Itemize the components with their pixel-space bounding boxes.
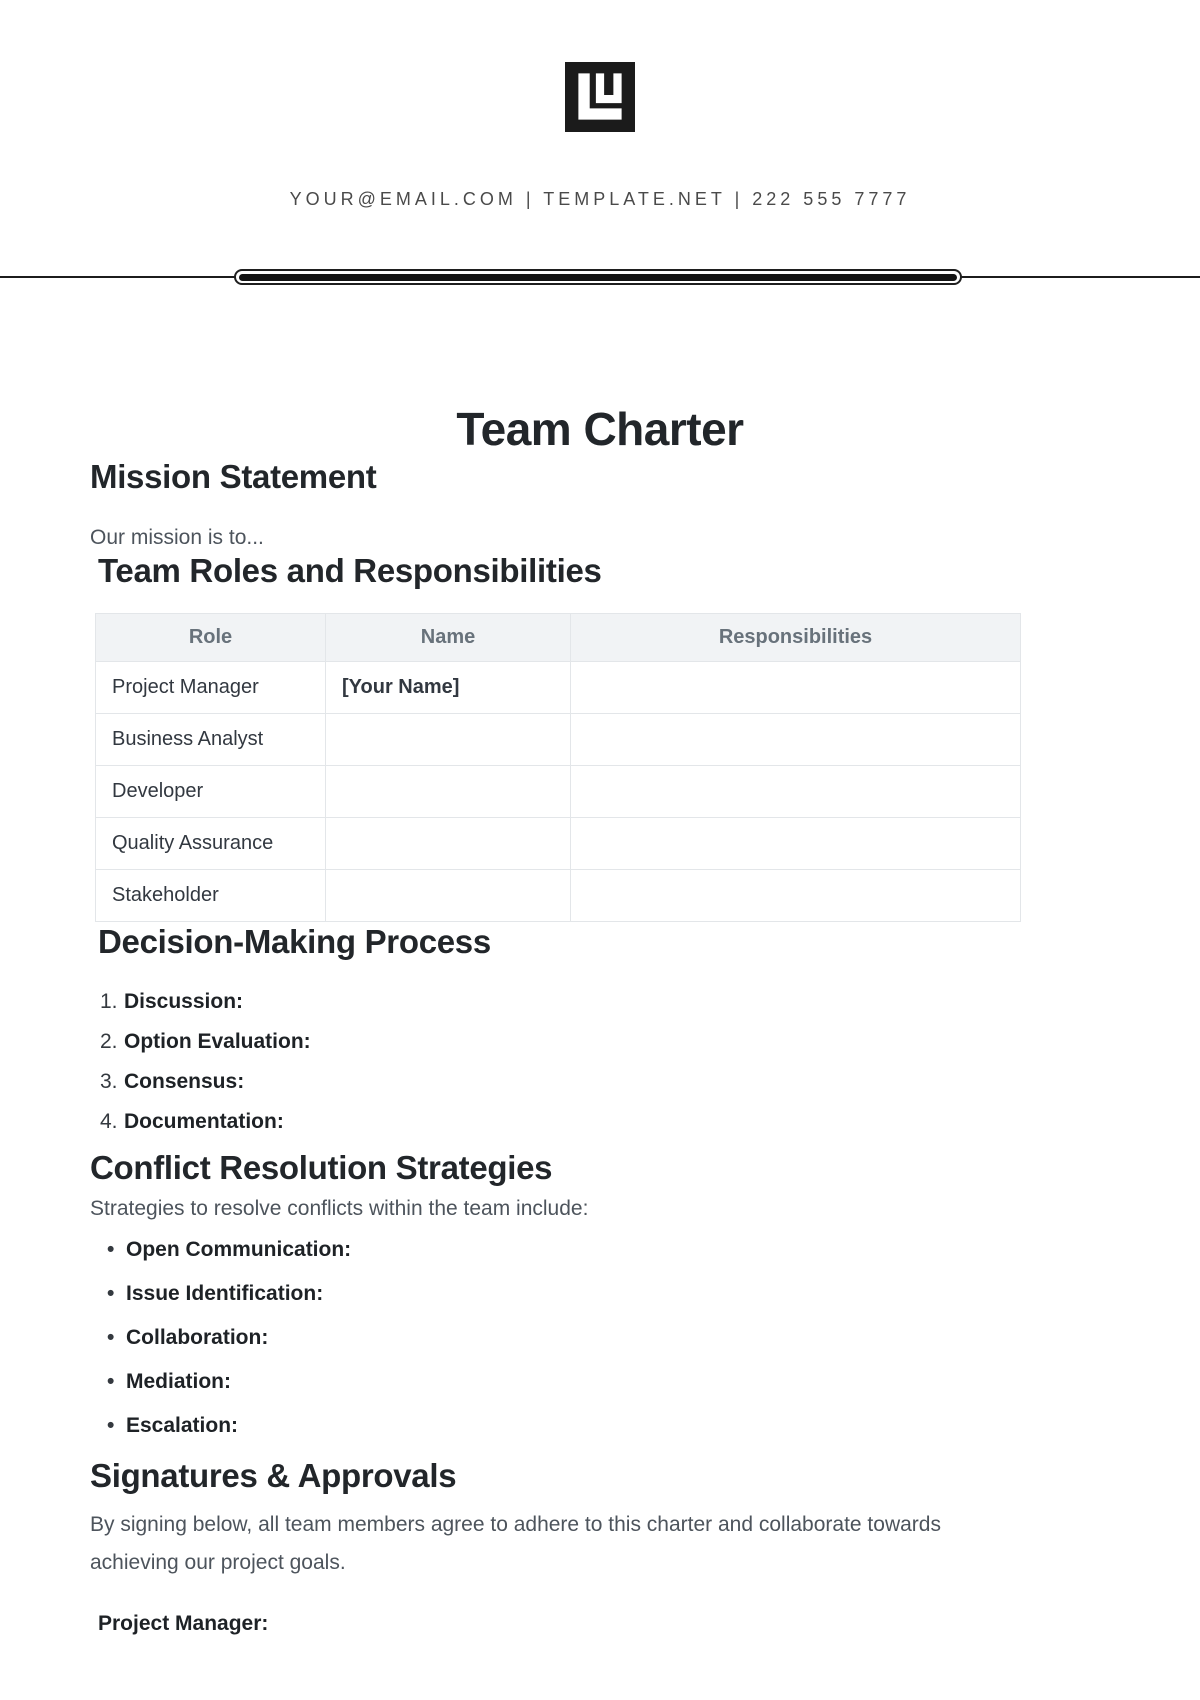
item-label: Open Communication:: [126, 1238, 352, 1261]
role-cell: Project Manager: [96, 662, 326, 714]
list-item: [100, 1068, 1110, 1095]
name-cell[interactable]: [326, 870, 571, 922]
list-item: [107, 1412, 1110, 1439]
item-label: Consensus:: [124, 1070, 245, 1093]
page-header: [0, 0, 1200, 137]
roles-table: [95, 613, 1021, 922]
bullet-icon: •: [107, 1282, 115, 1305]
conflict-intro: Strategies to resolve conflicts within the team include:: [90, 1197, 589, 1220]
list-item: [100, 988, 1110, 1015]
list-item: [107, 1280, 1110, 1307]
responsibilities-cell[interactable]: [571, 766, 1021, 818]
document-body: [0, 457, 1200, 1637]
section-heading-decision: Decision-Making Process: [98, 923, 491, 960]
list-item: [107, 1236, 1110, 1263]
responsibilities-cell[interactable]: [571, 662, 1021, 714]
name-cell[interactable]: [326, 818, 571, 870]
bullet-icon: •: [107, 1414, 115, 1437]
name-cell[interactable]: [Your Name]: [326, 662, 571, 714]
contact-line: YOUR@EMAIL.COM | TEMPLATE.NET | 222 555 7777: [289, 189, 911, 209]
item-marker: 4.: [100, 1110, 118, 1133]
table-row: [96, 818, 1021, 870]
section-heading-signatures: Signatures & Approvals: [90, 1457, 457, 1494]
list-item: [100, 1108, 1110, 1135]
bullet-icon: •: [107, 1370, 115, 1393]
table-header-cell-role: Role: [96, 614, 326, 662]
section-divider: [0, 269, 1200, 285]
lu-monogram-icon: [565, 62, 635, 132]
name-cell[interactable]: [326, 714, 571, 766]
list-item: [100, 1028, 1110, 1055]
signatures-text: By signing below, all team members agree to adhere to this charter and collaborate towards achieving our project goals.: [90, 1513, 941, 1574]
table-row: [96, 662, 1021, 714]
item-label: Discussion:: [124, 990, 244, 1013]
responsibilities-cell[interactable]: [571, 818, 1021, 870]
role-cell: Stakeholder: [96, 870, 326, 922]
table-header-row: [96, 614, 1021, 662]
bullet-icon: •: [107, 1238, 115, 1261]
decision-list: [90, 988, 1110, 1135]
section-heading-conflict: Conflict Resolution Strategies: [90, 1149, 553, 1186]
divider-pill-bar: [239, 274, 957, 281]
list-item: [107, 1324, 1110, 1351]
item-marker: 3.: [100, 1070, 118, 1093]
responsibilities-cell[interactable]: [571, 714, 1021, 766]
item-label: Option Evaluation:: [124, 1030, 311, 1053]
divider-pill: [234, 269, 962, 285]
responsibilities-cell[interactable]: [571, 870, 1021, 922]
table-row: [96, 714, 1021, 766]
role-cell: Quality Assurance: [96, 818, 326, 870]
item-label: Mediation:: [126, 1370, 231, 1393]
table-header-cell-responsibilities: Responsibilities: [571, 614, 1021, 662]
item-marker: 1.: [100, 990, 118, 1013]
list-item: [107, 1368, 1110, 1395]
role-cell: Developer: [96, 766, 326, 818]
bullet-icon: •: [107, 1326, 115, 1349]
table-header-cell-name: Name: [326, 614, 571, 662]
item-marker: 2.: [100, 1030, 118, 1053]
item-label: Collaboration:: [126, 1326, 269, 1349]
section-heading-mission: Mission Statement: [90, 458, 377, 495]
signer-label: Project Manager:: [98, 1612, 269, 1635]
item-label: Issue Identification:: [126, 1282, 324, 1305]
mission-text: Our mission is to...: [90, 526, 264, 549]
table-row: [96, 870, 1021, 922]
item-label: Documentation:: [124, 1110, 284, 1133]
role-cell: Business Analyst: [96, 714, 326, 766]
name-cell[interactable]: [326, 766, 571, 818]
section-heading-roles: Team Roles and Responsibilities: [98, 552, 602, 589]
page-title: Team Charter: [456, 403, 744, 455]
table-row: [96, 766, 1021, 818]
conflict-list: [90, 1236, 1110, 1439]
item-label: Escalation:: [126, 1414, 239, 1437]
